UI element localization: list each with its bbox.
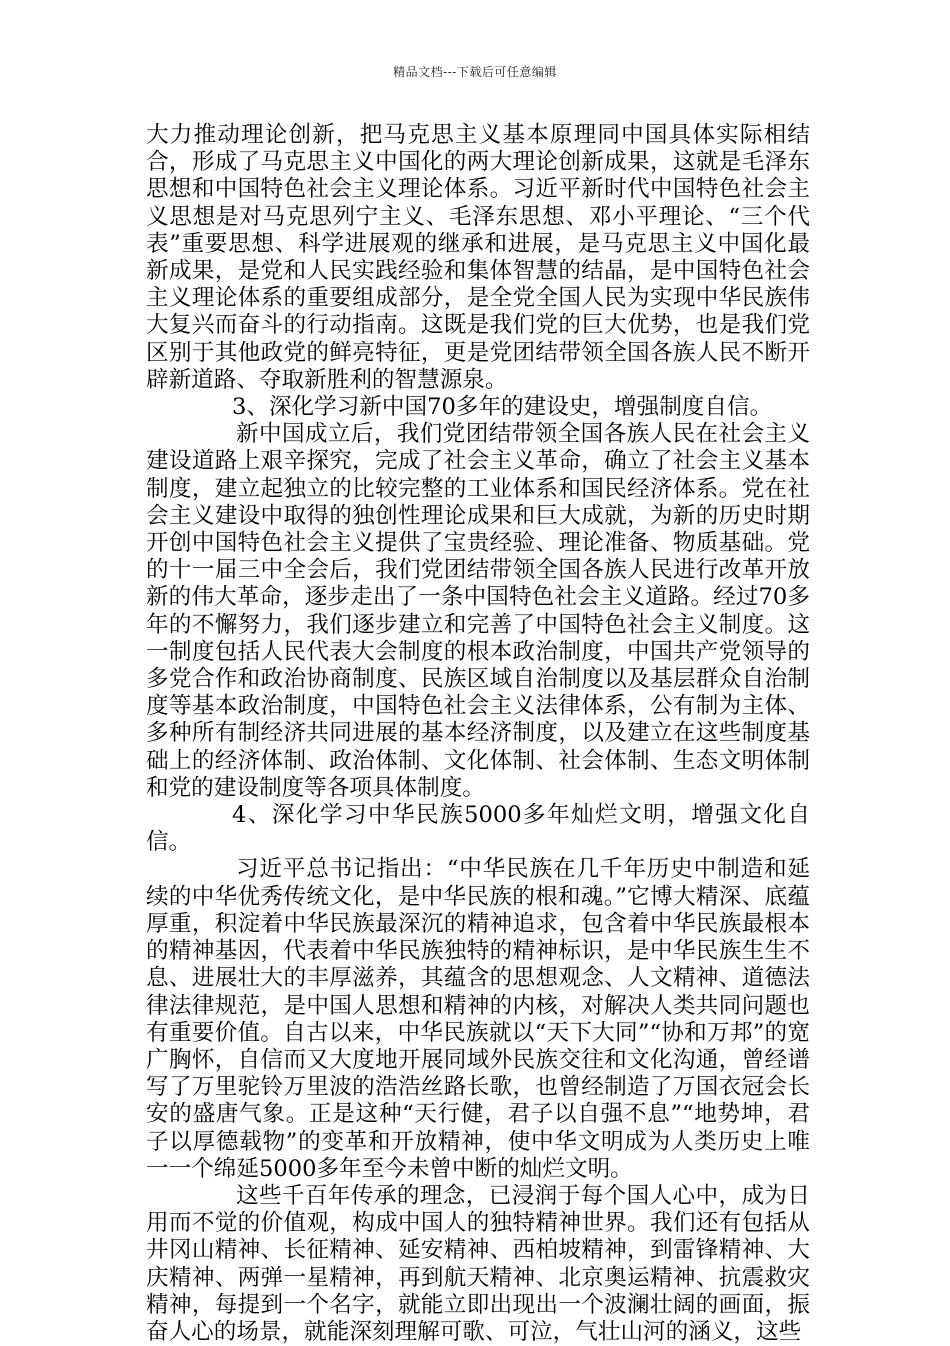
section-heading-3: 3、深化学习新中国70多年的建设史，增强制度自信。 — [232, 394, 773, 421]
section-heading-4: 4、深化学习中华民族5000多年灿烂文明，增强文化自信。 — [146, 802, 810, 856]
paragraph-theory-innovation: 大力推动理论创新，把马克思主义基本原理同中国具体实际相结合，形成了马克思主义中国化的两大理论创新成果，这就是毛泽东思想和中国特色社会主义理论体系。习近平新时代中国特色社会主义思想是对马克思列宁主义、毛泽东思想、邓小平理论、“三个代表”重要思想、科学进展观的继承和进展，是马克思主义中国化最新成果，是党和人民实践经验和集体智慧的结晶，是中国特色社会主义理论体系的重要组成部分，是全党全国人民为实现中华民族伟大复兴而奋斗的行动指南。这既是我们党的巨大优势，也是我们党区别于其他政党的鲜亮特征，更是党团结带领全国各族人民不断开辟新道路、夺取新胜利的智慧源泉。 — [146, 122, 810, 393]
paragraph-cultural-confidence: 习近平总书记指出：“中华民族在几千年历史中制造和延续的中华优秀传统文化，是中华民族的根和魂。”它博大精深、底蕴厚重，积淀着中华民族最深沉的精神追求，包含着中华民族最根本的精神基因，代表着中华民族独特的精神标识，是中华民族生生不息、进展壮大的丰厚滋养，其蕴含的思想观念、人文精神、道德法律法律规范，是中国人思想和精神的内核，对解决人类共同问题也有重要价值。自古以来，中华民族就以“天下大同”“协和万邦”的宽广胸怀，自信而又大度地开展同域外民族交往和文化沟通，曾经谱写了万里驼铃万里波的浩浩丝路长歌，也曾经制造了万国衣冠会长安的盛唐气象。正是这种“天行健，君子以自强不息”“地势坤，君子以厚德载物”的变革和开放精神，使中华文明成为人类历史上唯一一个绵延5000多年至今未曾中断的灿烂文明。 — [146, 856, 810, 1182]
page-header: 精品文档---下载后可任意编辑 — [393, 65, 557, 79]
paragraph-spiritual-world: 这些千百年传承的理念，已浸润于每个国人心中，成为日用而不觉的价值观，构成中国人的独特精神世界。我们还有包括从井冈山精神、长征精神、延安精神、西柏坡精神，到雷锋精神、大庆精神、两弹一星精神，再到航天精神、北京奥运精神、抗震救灾精神，每提到一个名字，就能立即出现出一个波澜壮阔的画面，振奋人心的场景，就能深刻理解可歌、可泣，气壮山河的涵义，这些 — [146, 1182, 810, 1345]
paragraph-institutional-confidence: 新中国成立后，我们党团结带领全国各族人民在社会主义建设道路上艰辛探究，完成了社会主义革命，确立了社会主义基本制度，建立起独立的比较完整的工业体系和国民经济体系。党在社会主义建设中取得的独创性理论成果和巨大成就，为新的历史时期开创中国特色社会主义提供了宝贵经验、理论准备、物质基础。党的十一届三中全会后，我们党团结带领全国各族人民进行改革开放新的伟大革命，逐步走出了一条中国特色社会主义道路。经过70多年的不懈努力，我们逐步建立和完善了中国特色社会主义制度。这一制度包括人民代表大会制度的根本政治制度，中国共产党领导的多党合作和政治协商制度、民族区域自治制度以及基层群众自治制度等基本政治制度，中国特色社会主义法律体系，公有制为主体、多种所有制经济共同进展的基本经济制度，以及建立在这些制度基础上的经济体制、政治体制、文化体制、社会体制、生态文明体制和党的建设制度等各项具体制度。 — [146, 421, 810, 801]
document-body — [146, 122, 810, 1346]
